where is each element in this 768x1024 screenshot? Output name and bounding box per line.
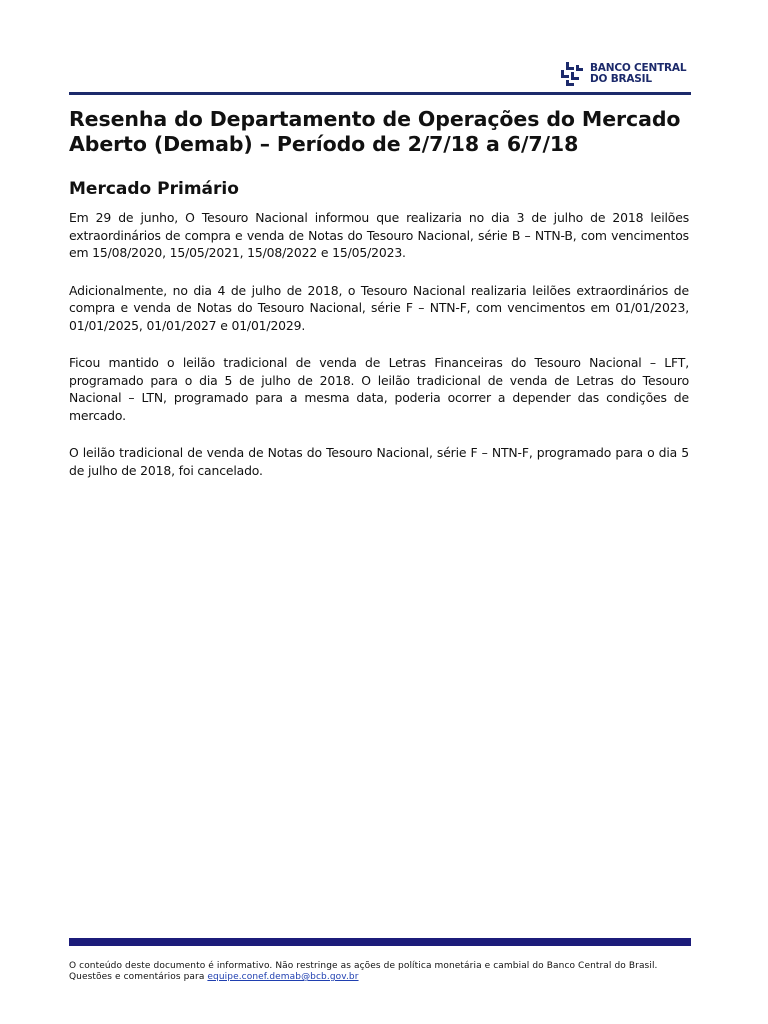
- paragraph-1: Em 29 de junho, O Tesouro Nacional informou que realizaria no dia 3 de julho de 2018 leilões extraordinários de compra e venda de Notas do Tesouro Nacional, série B – NTN-B, com vencimentos em 15/08/2020, 15/05/2021, 15/08/2022 e 15/05/2023.: [69, 210, 689, 260]
- header-rule: [69, 92, 691, 95]
- paragraph-4: O leilão tradicional de venda de Notas do Tesouro Nacional, série F – NTN-F, programado para o dia 5 de julho de 2018, foi cancelado.: [69, 445, 689, 478]
- footer-rule: [69, 938, 691, 946]
- bcb-logo: [560, 60, 690, 88]
- paragraph-3: Ficou mantido o leilão tradicional de venda de Letras Financeiras do Tesouro Nacional – LFT, programado para o dia 5 de julho de 2018. O leilão tradicional de venda de Letras do Tesouro Nacional – LTN, programado para a mesma data, poderia ocorrer a depender das condições de mercado.: [69, 355, 689, 423]
- logo-line-1: BANCO CENTRAL: [590, 62, 687, 74]
- paragraph-2: Adicionalmente, no dia 4 de julho de 2018, o Tesouro Nacional realizaria leilões extraordinários de compra e venda de Notas do Tesouro Nacional, série F – NTN-F, com vencimentos em 01/01/2023, 01/01/2025, 01/01/2027 e 01/01/2029.: [69, 282, 689, 333]
- section-title: Mercado Primário: [69, 179, 239, 199]
- footer-disclaimer: [69, 961, 694, 983]
- footer-email-link[interactable]: equipe.conef.demab@bcb.gov.br: [207, 972, 359, 982]
- page-title: Resenha do Departamento de Operações do Mercado Aberto (Demab) – Período de 2/7/18 a 6/7/18: [69, 107, 681, 156]
- footer-text: O conteúdo deste documento é informativo. Não restringe as ações de política monetária e cambial do Banco Central do Brasil. Questões e comentários para: [69, 961, 658, 982]
- logo-wordmark: [590, 63, 686, 85]
- logo-line-2: DO BRASIL: [590, 73, 652, 85]
- document-body: [69, 209, 689, 499]
- bcb-logo-icon: [560, 61, 584, 87]
